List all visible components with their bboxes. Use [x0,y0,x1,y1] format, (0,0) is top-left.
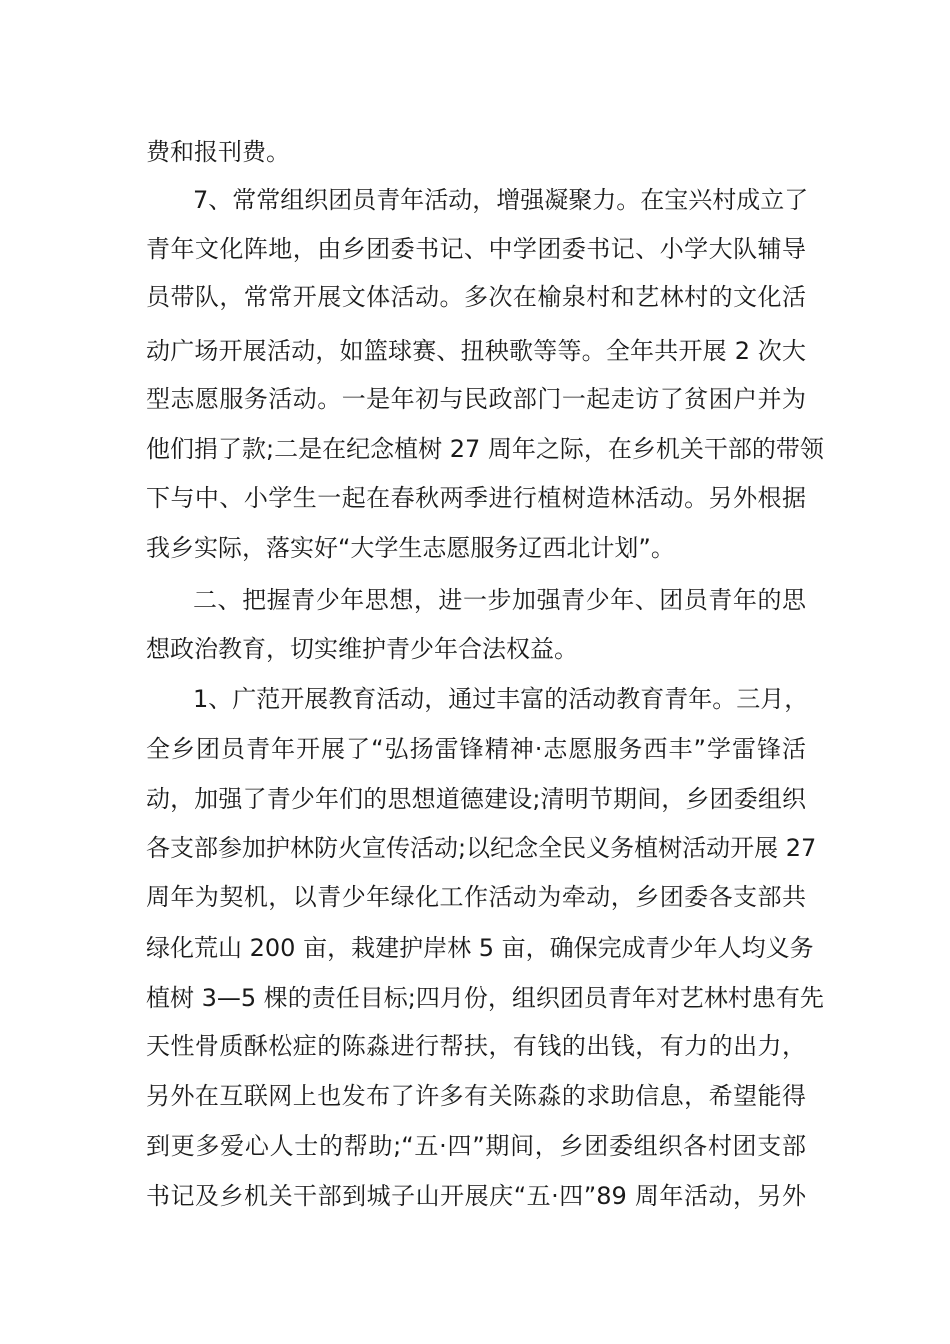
paragraph-line: 型志愿服务活动。一是年初与民政部门一起走访了贫困户并为 [146,385,806,413]
paragraph-line: 动，加强了青少年们的思想道德建设;清明节期间，乡团委组织 [146,785,806,813]
paragraph-line: 7、常常组织团员青年活动，增强凝聚力。在宝兴村成立了 [193,186,809,214]
paragraph-line: 植树 3—5 棵的责任目标;四月份，组织团员青年对艺林村患有先 [146,984,824,1012]
paragraph-line: 下与中、小学生一起在春秋两季进行植树造林活动。另外根据 [146,484,806,512]
paragraph-line: 绿化荒山 200 亩，栽建护岸林 5 亩，确保完成青少年人均义务 [146,934,814,962]
paragraph-line: 二、把握青少年思想，进一步加强青少年、团员青年的思 [193,586,806,614]
paragraph-line: 天性骨质酥松症的陈淼进行帮扶，有钱的出钱，有力的出力， [146,1032,806,1060]
paragraph-line: 我乡实际，落实好“大学生志愿服务辽西北计划”。 [146,534,675,562]
paragraph-line: 他们捐了款;二是在纪念植树 27 周年之际，在乡机关干部的带领 [146,435,824,463]
paragraph-line: 周年为契机，以青少年绿化工作活动为牵动，乡团委各支部共 [146,883,806,911]
paragraph-line: 各支部参加护林防火宣传活动;以纪念全民义务植树活动开展 27 [146,834,817,862]
paragraph-line: 员带队，常常开展文体活动。多次在榆泉村和艺林村的文化活 [146,283,806,311]
paragraph-line: 青年文化阵地，由乡团委书记、中学团委书记、小学大队辅导 [146,235,806,263]
paragraph-line: 费和报刊费。 [146,138,290,166]
paragraph-line: 书记及乡机关干部到城子山开展庆“五·四”89 周年活动，另外 [146,1182,806,1210]
paragraph-line: 想政治教育，切实维护青少年合法权益。 [146,635,578,663]
paragraph-line: 另外在互联网上也发布了许多有关陈淼的求助信息，希望能得 [146,1082,806,1110]
paragraph-line: 动广场开展活动，如篮球赛、扭秧歌等等。全年共开展 2 次大 [146,337,806,365]
paragraph-line: 到更多爱心人士的帮助;“五·四”期间，乡团委组织各村团支部 [146,1132,806,1160]
paragraph-line: 全乡团员青年开展了“弘扬雷锋精神·志愿服务西丰”学雷锋活 [146,735,806,763]
paragraph-line: 1、广范开展教育活动，通过丰富的活动教育青年。三月， [193,685,809,713]
